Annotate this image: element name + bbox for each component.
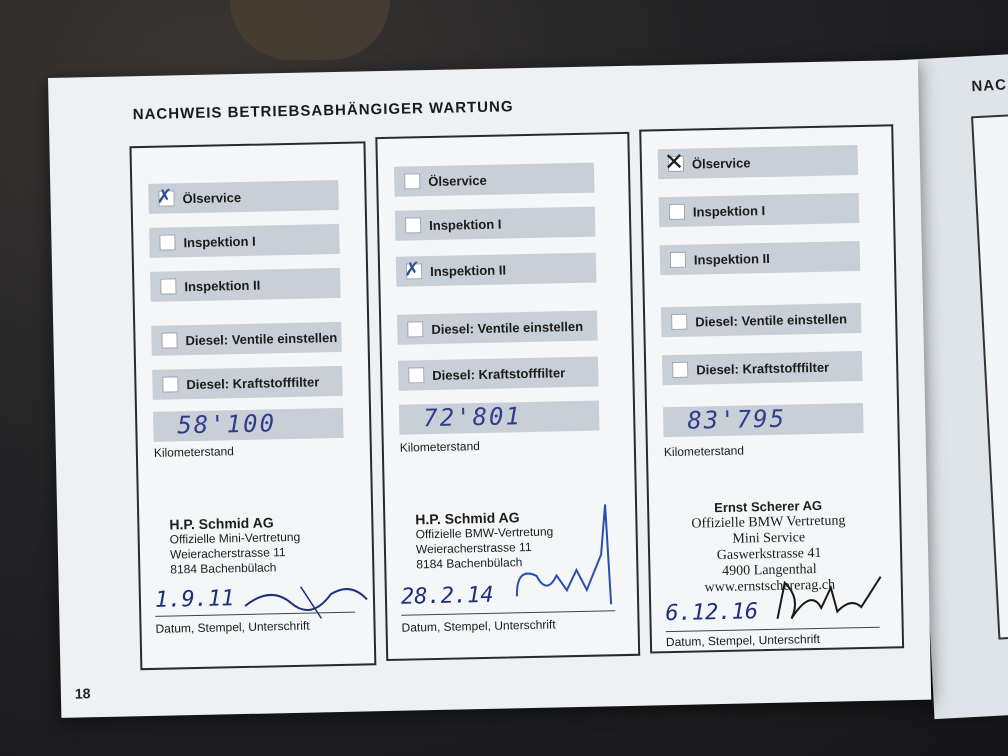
- signature-date: 1.9.11: [154, 586, 235, 613]
- checklist-item: [396, 253, 597, 287]
- service-entry-2: [375, 132, 640, 661]
- stamp-line: Gaswerkstrasse 41: [716, 545, 822, 564]
- check-mark-icon: ✗: [156, 185, 173, 208]
- stamp-line: Offizielle BMW-Vertretung: [415, 524, 554, 542]
- checklist-label: Inspektion II: [184, 277, 261, 294]
- stamp-name: H.P. Schmid AG: [415, 509, 520, 528]
- checklist-label: Diesel: Kraftstofffilter: [696, 359, 830, 377]
- handwritten-signature: [770, 566, 891, 628]
- stamp-line: www.ernstschererag.ch: [704, 577, 836, 596]
- mileage-field: [399, 401, 600, 435]
- right-page-box: [971, 112, 1008, 640]
- signature-date: 28.2.14: [400, 582, 494, 610]
- checkbox[interactable]: [408, 367, 424, 383]
- checkbox[interactable]: [159, 234, 175, 250]
- dealer-stamp: [169, 515, 301, 578]
- checklist-item: [398, 357, 599, 391]
- checkbox[interactable]: [669, 204, 685, 220]
- service-entry-3: [639, 124, 904, 653]
- checklist-item: [661, 303, 862, 337]
- signature-caption: Datum, Stempel, Unterschrift: [665, 631, 821, 650]
- stamp-line: Mini Service: [732, 530, 806, 547]
- checkbox[interactable]: [403, 258, 422, 281]
- checkbox[interactable]: [670, 252, 686, 268]
- checklist-item: [397, 311, 598, 345]
- signature-date: 6.12.16: [665, 599, 759, 627]
- checklist-item: [151, 322, 342, 356]
- mileage-field: [663, 403, 864, 437]
- checkbox[interactable]: [162, 376, 178, 392]
- mileage-value: 58'100: [177, 409, 277, 440]
- mileage-label: Kilometerstand: [399, 439, 480, 455]
- checklist-item: [150, 268, 341, 302]
- checkbox[interactable]: [160, 278, 176, 294]
- stamp-line: 8184 Bachenbülach: [170, 560, 277, 577]
- checklist-item: [395, 207, 596, 241]
- checklist-label: Inspektion II: [429, 261, 507, 279]
- booklet-page: [48, 60, 931, 718]
- signature-caption: Datum, Stempel, Unterschrift: [401, 617, 556, 635]
- page-title: NACHWEIS BETRIEBSABHÄNGIGER WARTUNG: [132, 98, 514, 124]
- signature-caption: Datum, Stempel, Unterschrift: [155, 618, 310, 636]
- checklist-label: Diesel: Kraftstofffilter: [432, 364, 566, 383]
- checkbox[interactable]: [407, 321, 423, 337]
- service-entry-1: [129, 141, 376, 670]
- stamp-line: Weieracherstrasse 11: [415, 539, 532, 557]
- stamp-line: 4900 Langenthal: [722, 562, 817, 579]
- checklist-label: Diesel: Kraftstofffilter: [186, 373, 320, 392]
- checklist-label: Ölservice: [428, 172, 487, 189]
- checklist-label: Ölservice: [691, 154, 751, 172]
- stamp-line: Weieracherstrasse 11: [169, 545, 286, 562]
- handwritten-signature: [505, 494, 627, 616]
- stamp-name: Ernst Scherer AG: [714, 497, 823, 516]
- checklist-label: Inspektion I: [429, 216, 502, 233]
- checklist-label: Ölservice: [182, 189, 242, 206]
- mileage-label: Kilometerstand: [153, 444, 235, 460]
- checklist-item: [152, 366, 343, 400]
- checkbox[interactable]: [156, 185, 174, 208]
- mileage-field: [153, 408, 344, 442]
- checklist-item: [658, 145, 859, 179]
- stamp-name: H.P. Schmid AG: [169, 514, 274, 533]
- checkbox[interactable]: [663, 147, 685, 177]
- right-page-title: NAC: [971, 76, 1008, 96]
- mileage-value: 72'801: [422, 402, 523, 433]
- check-mark-icon: ✕: [663, 147, 685, 177]
- checklist-label: Diesel: Ventile einstellen: [431, 318, 584, 337]
- checklist-item: [149, 224, 340, 258]
- stamp-line: 8184 Bachenbülach: [416, 555, 523, 572]
- mileage-label: Kilometerstand: [663, 443, 745, 460]
- checklist-label: Inspektion I: [692, 202, 766, 220]
- checklist-item: [148, 180, 339, 214]
- checklist-label: Diesel: Ventile einstellen: [185, 329, 338, 348]
- checklist-item: [660, 241, 861, 275]
- stamp-line: Offizielle BMW Vertretung: [691, 513, 846, 532]
- checklist-label: Inspektion I: [183, 233, 256, 250]
- checkbox[interactable]: [161, 332, 177, 348]
- check-mark-icon: ✗: [403, 258, 421, 281]
- stamp-line: Offizielle Mini-Vertretung: [169, 529, 301, 547]
- checkbox[interactable]: [671, 314, 687, 330]
- mileage-value: 83'795: [687, 404, 787, 435]
- checkbox[interactable]: [404, 173, 420, 189]
- page-number: 18: [74, 685, 91, 702]
- checklist-label: Inspektion II: [693, 250, 770, 268]
- checklist-label: Diesel: Ventile einstellen: [695, 310, 848, 329]
- checklist-item: [659, 193, 860, 227]
- checklist-item: [662, 351, 863, 385]
- checkbox[interactable]: [405, 217, 421, 233]
- checkbox[interactable]: [672, 362, 688, 378]
- checklist-item: [394, 163, 595, 197]
